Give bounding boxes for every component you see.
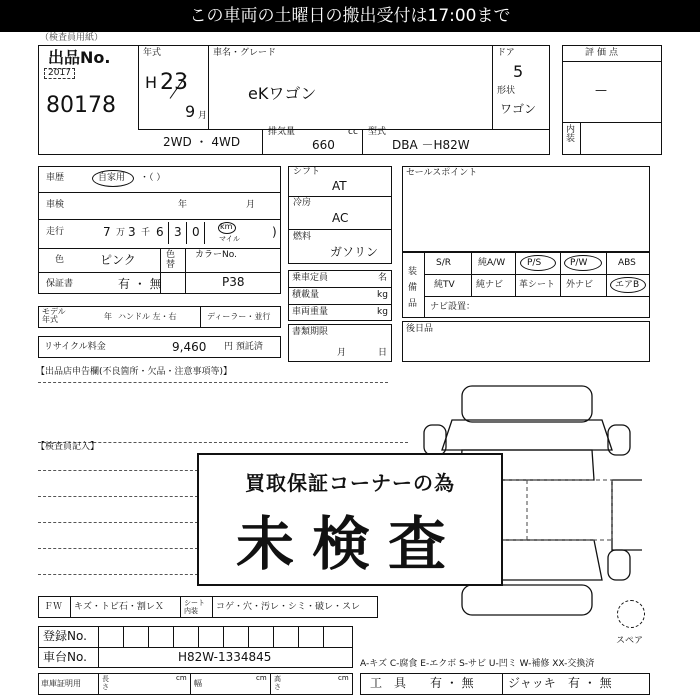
model-year-unit: 年 — [104, 312, 112, 321]
capacity-label: 乗車定員 — [292, 273, 329, 283]
aircon-label: 冷房 — [293, 198, 312, 208]
fw-sheet: シート内装 — [184, 599, 205, 615]
registration-label: 登録No. — [43, 629, 87, 643]
spare-tire-icon — [617, 600, 645, 628]
model-code-label: 型式 — [368, 127, 387, 137]
year-label: 年式 — [143, 48, 162, 58]
chassis-value: H82W-1334845 — [178, 650, 272, 664]
mileage-d1: 7 — [103, 225, 111, 239]
doc-deadline-day: 日 — [378, 348, 388, 358]
fuel-value: ガソリン — [330, 245, 379, 259]
inspector-label: 【検査員記入】 — [36, 442, 100, 452]
transmission-label: シフト — [293, 167, 321, 177]
recycle-value: 9,460 — [172, 340, 207, 354]
inspection-year-unit: 年 — [178, 200, 188, 210]
doors-label: ドア — [497, 48, 515, 58]
repaint-label: 色替 — [166, 250, 176, 270]
mileage-d2: 3 — [128, 225, 136, 239]
color-code: P38 — [222, 275, 245, 289]
fw-label: ＦＷ — [44, 602, 63, 612]
chassis-label: 車台No. — [43, 650, 87, 664]
displacement-unit: cc — [348, 127, 358, 137]
fw-items2: コゲ・穴・汚レ・シミ・破レ・スレ — [216, 602, 361, 612]
navi-setting: ナビ設置： — [430, 302, 476, 312]
load-unit: kg — [377, 290, 388, 300]
transmission-value: AT — [332, 179, 347, 193]
equip-alloy: 純A/W — [478, 258, 506, 268]
garage-length-unit: cm — [176, 674, 187, 682]
garage-height-label: 高さ — [274, 675, 281, 691]
equip-power-window: P/W — [570, 258, 588, 268]
mileage-unit-mile: マイル — [219, 235, 240, 243]
shape-label: 形状 — [497, 86, 516, 96]
not-inspected-stamp — [197, 453, 503, 586]
mileage-u2: 千 — [141, 228, 151, 238]
stamp-line2: 未検査 — [235, 510, 464, 578]
garage-length-label: 長さ — [102, 675, 109, 691]
damage-legend: A-キズ C-腐食 E-エクボ S-サビ U-凹ミ W-補修 XX-交換済 — [360, 659, 595, 669]
retrofit-box — [402, 321, 650, 362]
equip-navi: 純ナビ — [476, 280, 504, 290]
doc-deadline-label: 書類期限 — [292, 327, 329, 337]
sales-points-box — [402, 166, 650, 252]
equip-ext-navi: 外ナビ — [566, 280, 594, 290]
model-code-value: DBA －H82W — [392, 138, 470, 152]
garage-width-unit: cm — [256, 674, 267, 682]
equipment-label: 装備品 — [408, 267, 418, 309]
inspection-label: 車検 — [46, 200, 65, 210]
seller-notes-label: 【出品店申告欄(不良箇所・欠品・注意事項等)】 — [36, 367, 233, 377]
listing-year: 2017 — [44, 68, 75, 79]
shape-value: ワゴン — [500, 102, 537, 116]
mileage-d5: 0 — [192, 225, 200, 239]
model-year-label: モデル年式 — [42, 307, 66, 324]
mileage-d4: 3 — [174, 225, 182, 239]
equip-sunroof: S/R — [436, 258, 451, 268]
garage-cert-label: 車庫証明用 — [41, 679, 81, 688]
month-value: 9 — [185, 102, 196, 121]
mileage-u1: 万 — [116, 228, 126, 238]
color-label: 色 — [55, 255, 65, 265]
doors-value: 5 — [513, 62, 524, 81]
sales-points-label: セールスポイント — [406, 168, 478, 178]
doc-deadline-month: 月 — [337, 348, 347, 358]
color-code-label: カラーNo. — [195, 250, 237, 260]
handle-option: ハンドル 左・右 — [118, 312, 177, 321]
mileage-close-paren: ) — [272, 225, 277, 239]
drive-type: 2WD ・ 4WD — [163, 135, 241, 149]
listing-number: 80178 — [46, 93, 116, 118]
rating-value: — — [595, 83, 607, 97]
weight-label: 車両重量 — [292, 307, 329, 317]
header-cut-text: （検査員用紙） — [40, 33, 104, 43]
mileage-label: 走行 — [46, 227, 65, 237]
spare-label: スペア — [616, 636, 644, 646]
year-era: H — [145, 73, 158, 92]
load-label: 積載量 — [292, 290, 320, 300]
color-value: ピンク — [100, 253, 136, 267]
weight-unit: kg — [377, 307, 388, 317]
garage-height-unit: cm — [338, 674, 349, 682]
rating-label: 評価点 — [585, 48, 622, 58]
jack-label: ジャッキ — [508, 676, 556, 690]
car-name-value: eKワゴン — [248, 84, 317, 103]
history-label: 車歴 — [46, 173, 65, 183]
warranty-value: 有 ・ 無 — [118, 277, 162, 291]
fuel-label: 燃料 — [293, 232, 312, 242]
interior-label: 内装 — [566, 125, 576, 144]
capacity-unit: 名 — [378, 273, 388, 283]
equip-abs: ABS — [618, 258, 636, 268]
equip-power-steering: P/S — [527, 258, 542, 268]
displacement-label: 排気量 — [268, 127, 296, 137]
month-unit: 月 — [198, 111, 208, 121]
retrofit-label: 後日品 — [406, 324, 434, 334]
listing-label: 出品No. — [48, 48, 111, 67]
mileage-unit-km: km — [220, 222, 233, 231]
warranty-label: 保証書 — [46, 279, 74, 289]
history-circled: 自家用 — [98, 173, 126, 183]
recycle-unit: 円 預託済 — [224, 342, 263, 352]
dealer-option: ディーラー・並行 — [207, 312, 271, 321]
equip-leather: 革シート — [519, 280, 556, 290]
year-value: 23 — [160, 70, 188, 95]
mileage-d3: 6 — [156, 225, 164, 239]
recycle-label: リサイクル料金 — [44, 342, 106, 352]
inspection-month-unit: 月 — [246, 200, 256, 210]
garage-width-label: 幅 — [194, 679, 202, 688]
equip-airbag: エアB — [615, 280, 640, 290]
displacement-value: 660 — [312, 138, 335, 152]
tools-label: 工 具 — [370, 676, 407, 690]
tools-value: 有 ・ 無 — [430, 676, 474, 690]
stamp-line1: 買取保証コーナーの為 — [245, 471, 455, 495]
aircon-value: AC — [332, 211, 349, 225]
history-rest: ・（ ） — [140, 173, 166, 183]
fw-items: キズ・トビ石・割レＸ — [74, 602, 164, 612]
banner-notice: この車両の土曜日の搬出受付は17:00まで — [0, 0, 700, 32]
equip-tv: 純TV — [434, 280, 455, 290]
car-name-label: 車名・グレード — [213, 48, 277, 58]
jack-value: 有 ・ 無 — [568, 676, 612, 690]
